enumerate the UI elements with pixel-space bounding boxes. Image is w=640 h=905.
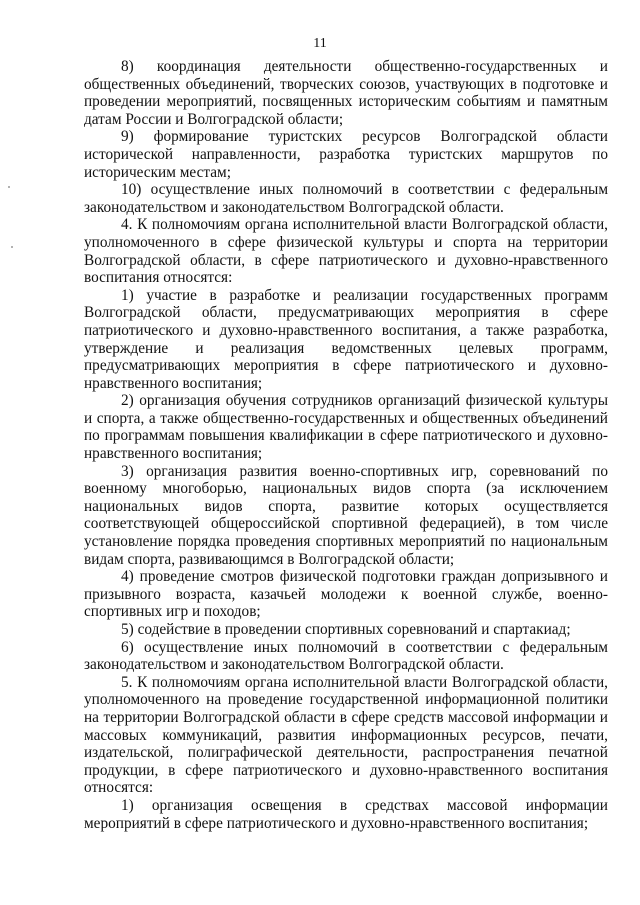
paragraph-item-9: 9) формирование туристских ресурсов Волгоградской области исторической направленности, разработка туристских маршрутов по историческим местам; [84, 128, 608, 181]
paragraph-item-6: 6) осуществление иных полномочий в соответствии с федеральным законодательством и законодательством Волгоградской области. [84, 638, 608, 674]
paragraph-section-5-item-1: 1) организация освещения в средствах массовой информации мероприятий в сфере патриотического и духовно-нравственного воспитания; [84, 796, 608, 832]
scan-mark [8, 186, 10, 188]
paragraph-item-5: 5) содействие в проведении спортивных соревнований и спартакиад; [121, 621, 571, 638]
paragraph-item-4: 4) проведение смотров физической подготовки граждан допризывного и призывного возраста, казачьей молодежи к военной службе, военно-спортивных игр и походов; [84, 568, 608, 621]
paragraph-item-3: 3) организация развития военно-спортивных игр, соревнований по военному многоборью, национальных видов спорта (за исключением национальных видов спорта, развитие которых осуществляется соответствующей общероссийской спортивной федерацией), в том числе установление порядка проведения спортивных мероприятий по национальным видам спорта, развивающимся в Волгоградской области; [84, 462, 608, 568]
paragraph-item-8: 8) координация деятельности общественно-государственных и общественных объединений, творческих союзов, участвующих в подготовке и проведении мероприятий, посвященных историческим событиям и памятным датам России и Волгоградской области; [84, 58, 608, 128]
page-number: 11 [313, 36, 327, 51]
paragraph-section-5: 5. К полномочиям органа исполнительной власти Волгоградской области, уполномоченного на проведение государственной информационной политики на территории Волгоградской области в сфере средств массовой информации и массовых коммуникаций, развития информационных ресурсов, печати, издательской, полиграфической деятельности, распространения печатной продукции, в сфере патриотического и духовно-нравственного воспитания относятся: [84, 673, 608, 797]
document-body [84, 58, 608, 832]
paragraph-item-1: 1) участие в разработке и реализации государственных программ Волгоградской области, предусматривающих мероприятия в сфере патриотического и духовно-нравственного воспитания, а также разработка, утверждение и реализация ведомственных целевых программ, предусматривающих мероприятия в сфере патриотического и духовно-нравственного воспитания; [84, 286, 608, 392]
paragraph-item-10: 10) осуществление иных полномочий в соответствии с федеральным законодательством и законодательством Волгоградской области. [84, 181, 608, 216]
paragraph-section-4: 4. К полномочиям органа исполнительной власти Волгоградской области, уполномоченного в сфере физической культуры и спорта на территории Волгоградской области, в сфере патриотического и духовно-нравственного воспитания относятся: [84, 216, 608, 287]
scan-mark [11, 246, 13, 248]
paragraph-item-2: 2) организация обучения сотрудников организаций физической культуры и спорта, а также общественно-государственных и общественных объединений по программам повышения квалификации в сфере патриотического и духовно-нравственного воспитания; [84, 392, 608, 463]
